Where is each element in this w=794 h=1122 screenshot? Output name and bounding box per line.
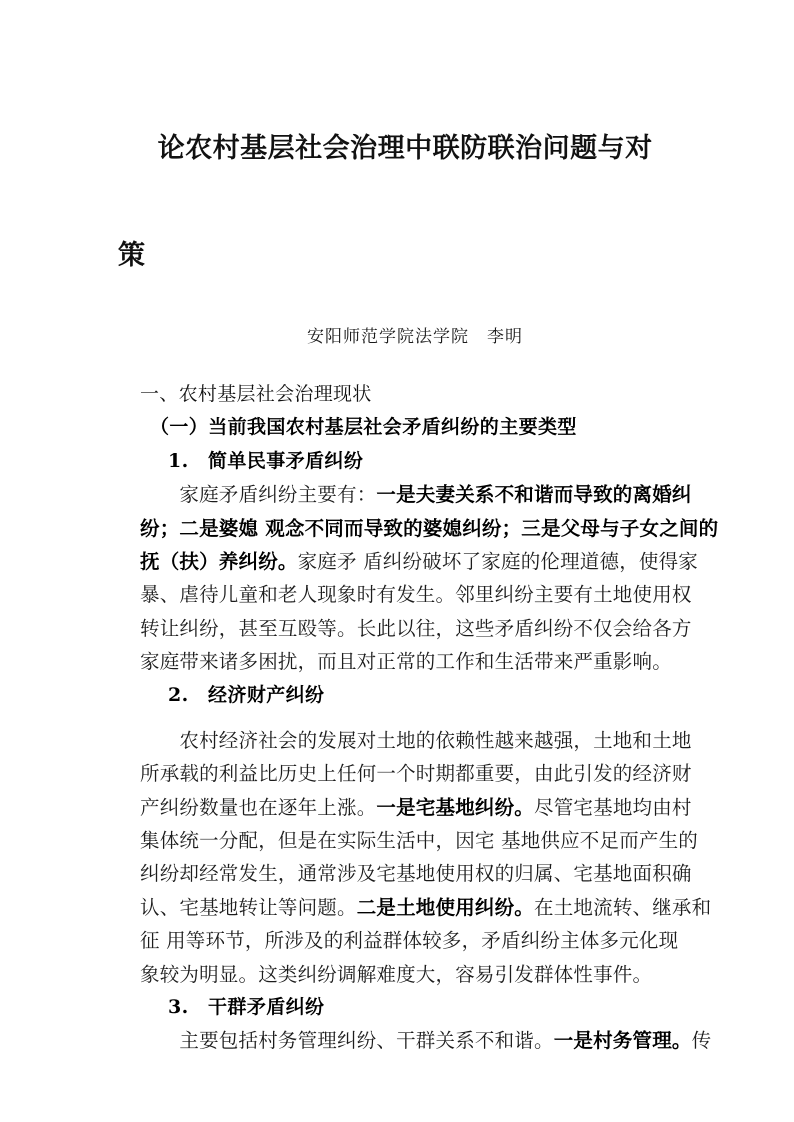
document-body [140,378,719,1058]
text-line [140,545,699,578]
text-line [140,578,692,611]
heading-subsection-1-1: （一）当前我国农村基层社会矛盾纠纷的主要类型 [150,416,577,439]
paragraph-1 [140,478,719,678]
text-run-bold: 抚（扶）养纠纷。 [140,549,298,573]
text-run: 所承载的利益比历史上任何一个时期都重要，由此引发的经济财 [140,762,692,786]
text-line [140,857,692,890]
text-line [140,512,719,545]
text-run-bold: 一是宅基地纠纷。 [376,795,535,819]
text-run-bold: 纷；二是婆媳 观念不同而导致的婆媳纠纷；三是父母与子女之间的 [140,516,719,540]
page-title-line-1: 论农村基层社会治理中联防联治问题与对 [157,133,653,164]
text-line [140,724,692,757]
text-line [140,958,661,991]
text-line [140,791,692,824]
page-title [118,108,678,323]
paragraph-3 [140,1024,712,1057]
text-line [140,924,679,957]
text-run: 在土地流转、继承和 [534,895,712,919]
text-run: 集体统一分配，但是在实际生活中，因宅 基地供应不足而产生的 [140,829,698,853]
text-run: 产纠纷数量也在逐年上涨。 [140,795,377,819]
text-run: 传 [691,1029,712,1053]
heading-item-3: 3. 干群矛盾纠纷 [168,996,325,1019]
text-run-bold: 二是土地使用纠纷。 [356,895,535,919]
text-run: 主要包括村务管理纠纷、干群关系不和谐。 [140,1029,554,1053]
text-run-bold: 一是村务管理。 [553,1029,692,1053]
heading-item-2: 2. 经济财产纠纷 [168,683,325,706]
text-run: 农村经济社会的发展对土地的依赖性越来越强，土地和土地 [140,728,692,752]
text-run: 暴、虐待儿童和老人现象时有发生。邻里纠纷主要有土地使用权 [140,583,692,607]
text-run: 家庭矛盾纠纷主要有： [140,483,377,507]
text-run: 纠纷却经常发生，通常涉及宅基地使用权的归属、宅基地面积确 [140,862,692,886]
text-run: 认、宅基地转让等问题。 [140,895,357,919]
text-line [140,824,698,857]
text-run: 转让纠纷，甚至互殴等。长此以往，这些矛盾纠纷不仅会给各方 [140,616,692,640]
text-line [140,612,692,645]
text-run: 象较为明显。这类纠纷调解难度大，容易引发群体性事件。 [140,962,653,986]
heading-section-1: 一、农村基层社会治理现状 [140,383,372,405]
heading-item-1: 1. 简单民事矛盾纠纷 [168,449,364,472]
text-line [140,757,692,790]
text-line [140,478,692,511]
text-run-bold: 一是夫妻关系不和谐而导致的离婚纠 [376,483,692,507]
text-run: 家庭带来诸多困扰，而且对正常的工作和生活带来严重影响。 [140,650,672,674]
text-run: 家庭矛 盾纠纷破坏了家庭的伦理道德，使得家 [297,549,699,573]
spacer [140,712,661,724]
text-line [140,891,712,924]
text-line [140,1024,712,1057]
text-run: 征 用等环节，所涉及的利益群体较多，矛盾纠纷主体多元化现 [140,929,679,953]
author-byline: 安阳师范学院法学院 李明 [307,327,523,347]
paragraph-2 [140,724,712,991]
text-line [140,645,672,678]
text-run: 尽管宅基地均由村 [534,795,692,819]
page-title-line-2: 策 [118,240,146,271]
